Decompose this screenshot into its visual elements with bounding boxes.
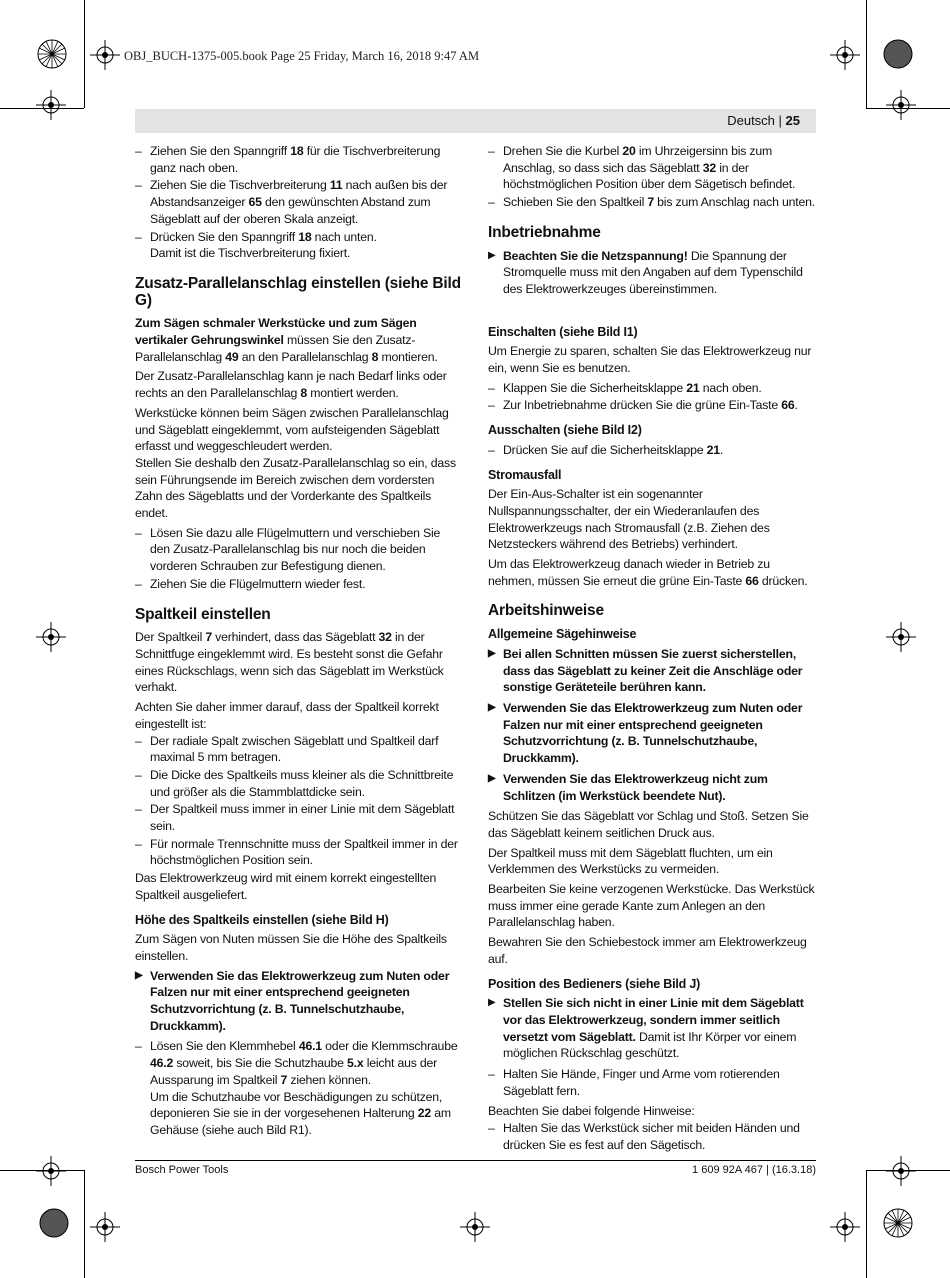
list-item: – Klappen Sie die Sicherheitsklappe 21 nach oben. [488,380,815,397]
list-item: – Lösen Sie den Klemmhebel 46.1 oder die Klemmschraube 46.2 soweit, bis Sie die Schutzhaube 5.x leicht aus der Aussparung im Spaltkeil 7 ziehen können. Um die Schutzhaube vor Beschädigungen zu schützen, deponieren Sie sie in der vorgesehenen Halterung 22 am Gehäuse (siehe auch Bild R1). [135,1038,462,1138]
header-language: Deutsch [727,113,775,128]
crosshair-mark-icon [830,40,860,70]
warning-item: ▶ Stellen Sie sich nicht in einer Linie mit dem Sägeblatt vor das Elektrowerkzeug, sondern immer seitlich versetzt vom Sägeblatt. Damit ist Ihr Körper vor einem möglichen Rückschlag geschützt. [488,995,815,1062]
warning-item: ▶ Bei allen Schnitten müssen Sie zuerst sicherstellen, dass das Sägeblatt zu keiner Zeit die Anschläge oder sonstige Geräteteile berühren kann. [488,646,815,696]
paragraph: Der Spaltkeil 7 verhindert, dass das Sägeblatt 32 in der Schnittfuge eingeklemmt wird. Es besteht sonst die Gefahr eines Rückschlags, wenn sich das Sägeblatt im Werkstück verhakt. [135,630,444,695]
crosshair-mark-icon [36,1156,66,1186]
paragraph: Bearbeiten Sie keine verzogenen Werkstücke. Das Werkstück muss immer eine gerade Kante zum Anlegen an den Parallelanschlag haben. [488,882,815,930]
list-item: – Ziehen Sie die Flügelmuttern wieder fest. [135,576,462,593]
crosshair-mark-icon [90,1212,120,1242]
header-separator: | [774,113,786,128]
warning-item: ▶ Verwenden Sie das Elektrowerkzeug zum Nuten oder Falzen nur mit einer entsprechend geeigneten Schutzvorrichtung (z. B. Tunnelschutzhaube, Druckkamm). [135,968,462,1035]
list-item: – Der Spaltkeil muss immer in einer Linie mit dem Sägeblatt sein. [135,801,462,834]
list-item: – Halten Sie Hände, Finger und Arme vom rotierenden Sägeblatt fern. [488,1066,815,1099]
warning-item: ▶ Verwenden Sie das Elektrowerkzeug zum Nuten oder Falzen nur mit einer entsprechend geeigneten Schutzvorrichtung (z. B. Tunnelschutzhaube, Druckkamm). [488,700,815,767]
subsection-heading: Einschalten (siehe Bild I1) [488,324,638,339]
warning-item: ▶ Beachten Sie die Netzspannung! Die Spannung der Stromquelle muss mit den Angaben auf dem Typenschild des Elektrowerkzeuges übereinstimmen. [488,248,815,298]
paragraph: Bewahren Sie den Schiebestock immer am Elektrowerkzeug auf. [488,935,807,966]
registration-mark-icon [38,1207,70,1239]
section-heading: Spaltkeil einstellen [135,605,271,623]
registration-mark-icon [882,1207,914,1239]
paragraph: Stellen Sie deshalb den Zusatz-Parallelanschlag so ein, dass sein Führungsende im Bereich zwischen dem vordersten Zahn des Sägeblatts und der Vorderkante des Spaltkeils endet. [135,455,456,521]
right-column [488,143,815,1155]
crosshair-mark-icon [90,40,120,70]
list-item: – Halten Sie das Werkstück sicher mit beiden Händen und drücken Sie es fest auf den Sägetisch. [488,1120,815,1153]
crosshair-mark-icon [36,622,66,652]
list-item: – Der radiale Spalt zwischen Sägeblatt und Spaltkeil darf maximal 5 mm betragen. [135,733,462,766]
paragraph: Um Energie zu sparen, schalten Sie das Elektrowerkzeug nur ein, wenn Sie es benutzen. [488,344,812,376]
subsection-heading: Stromausfall [488,467,562,482]
paragraph: Beachten Sie dabei folgende Hinweise: [488,1104,695,1119]
subsection-heading: Ausschalten (siehe Bild I2) [488,423,642,438]
crosshair-mark-icon [886,622,916,652]
header-text [727,113,800,128]
subsection-heading: Allgemeine Sägehinweise [488,627,637,642]
subsection-heading: Höhe des Spaltkeils einstellen (siehe Bild H) [135,912,389,927]
list-item: – Lösen Sie dazu alle Flügelmuttern und verschieben Sie den Zusatz-Parallelanschlag bis nur noch die beiden vorderen Schrauben zur Befestigung dienen. [135,525,462,575]
page-number: 25 [785,113,800,128]
paragraph: Um das Elektrowerkzeug danach wieder in Betrieb zu nehmen, müssen Sie erneut die grüne Ein-Taste 66 drücken. [488,557,808,588]
paragraph: Achten Sie daher immer darauf, dass der Spaltkeil korrekt eingestellt ist: [135,700,439,731]
crosshair-mark-icon [460,1212,490,1242]
list-item: – Drücken Sie auf die Sicherheitsklappe 21. [488,442,815,459]
registration-mark-icon [882,38,914,70]
left-column [135,143,462,1140]
footer-doc-number: 1 609 92A 467 | (16.3.18) [692,1164,816,1176]
paragraph: Der Zusatz-Parallelanschlag kann je nach Bedarf links oder rechts an den Parallelanschlag 8 montiert werden. [135,369,447,401]
paragraph: Zum Sägen von Nuten müssen Sie die Höhe des Spaltkeils einstellen. [135,932,447,963]
warning-item: ▶ Verwenden Sie das Elektrowerkzeug nicht zum Schlitzen (im Werkstück beendete Nut). [488,771,815,804]
paragraph: Schützen Sie das Sägeblatt vor Schlag und Stoß. Setzen Sie das Sägeblatt keinem seitlichen Druck aus. [488,809,809,840]
print-slug: OBJ_BUCH-1375-005.book Page 25 Friday, March 16, 2018 9:47 AM [124,49,480,63]
paragraph: Werkstücke können beim Sägen zwischen Parallelanschlag und Sägeblatt eingeklemmt, vom aufsteigenden Sägeblatt erfasst und weggeschleudert werden. [135,405,449,454]
footer-brand: Bosch Power Tools [135,1164,229,1176]
list-item: – Die Dicke des Spaltkeils muss kleiner als die Schnittbreite und größer als die Stammblattdicke sein. [135,767,462,800]
paragraph: Der Spaltkeil muss mit dem Sägeblatt fluchten, um ein Verklemmen des Werkstücks zu vermeiden. [488,845,773,877]
footer-rule [135,1160,816,1161]
list-item: – Drehen Sie die Kurbel 20 im Uhrzeigersinn bis zum Anschlag, so dass sich das Sägeblatt 32 in der höchstmöglichen Position über dem Sägetisch befindet. [488,143,815,193]
paragraph: Das Elektrowerkzeug wird mit einem korrekt eingestellten Spaltkeil ausgeliefert. [135,871,437,902]
section-heading: Zusatz-Parallelanschlag einstellen (siehe Bild G) [135,274,461,309]
list-item: – Für normale Trennschnitte muss der Spaltkeil immer in der höchstmöglichen Position sein. [135,836,462,869]
crosshair-mark-icon [886,90,916,120]
page-header [135,109,816,133]
list-item: – Drücken Sie den Spanngriff 18 nach unten. Damit ist die Tischverbreiterung fixiert. [135,229,462,262]
list-item: – Schieben Sie den Spaltkeil 7 bis zum Anschlag nach unten. [488,194,815,211]
subsection-heading: Position des Bedieners (siehe Bild J) [488,976,701,991]
paragraph: Der Ein-Aus-Schalter ist ein sogenannter Nullspannungsschalter, der ein Wiederanlaufen des Elektrowerkzeugs nach Stromausfall (z.B. Ziehen des Netzsteckers während des Betriebs) verhindert. [488,487,770,552]
list-item: – Ziehen Sie den Spanngriff 18 für die Tischverbreiterung ganz nach oben. [135,143,462,176]
list-item: – Ziehen Sie die Tischverbreiterung 11 nach außen bis der Abstandsanzeiger 65 den gewünschten Abstand zum Sägeblatt auf der oberen Skala anzeigt. [135,177,462,227]
paragraph: Zum Sägen schmaler Werkstücke und zum Sägen vertikaler Gehrungswinkel müssen Sie den Zusatz-Parallelanschlag 49 an den Parallelanschlag 8 montieren. [135,316,438,364]
section-heading: Arbeitshinweise [488,602,604,620]
crosshair-mark-icon [830,1212,860,1242]
list-item: – Zur Inbetriebnahme drücken Sie die grüne Ein-Taste 66. [488,397,815,414]
registration-mark-icon [36,38,68,70]
crosshair-mark-icon [36,90,66,120]
section-heading: Inbetriebnahme [488,223,601,241]
crosshair-mark-icon [886,1156,916,1186]
